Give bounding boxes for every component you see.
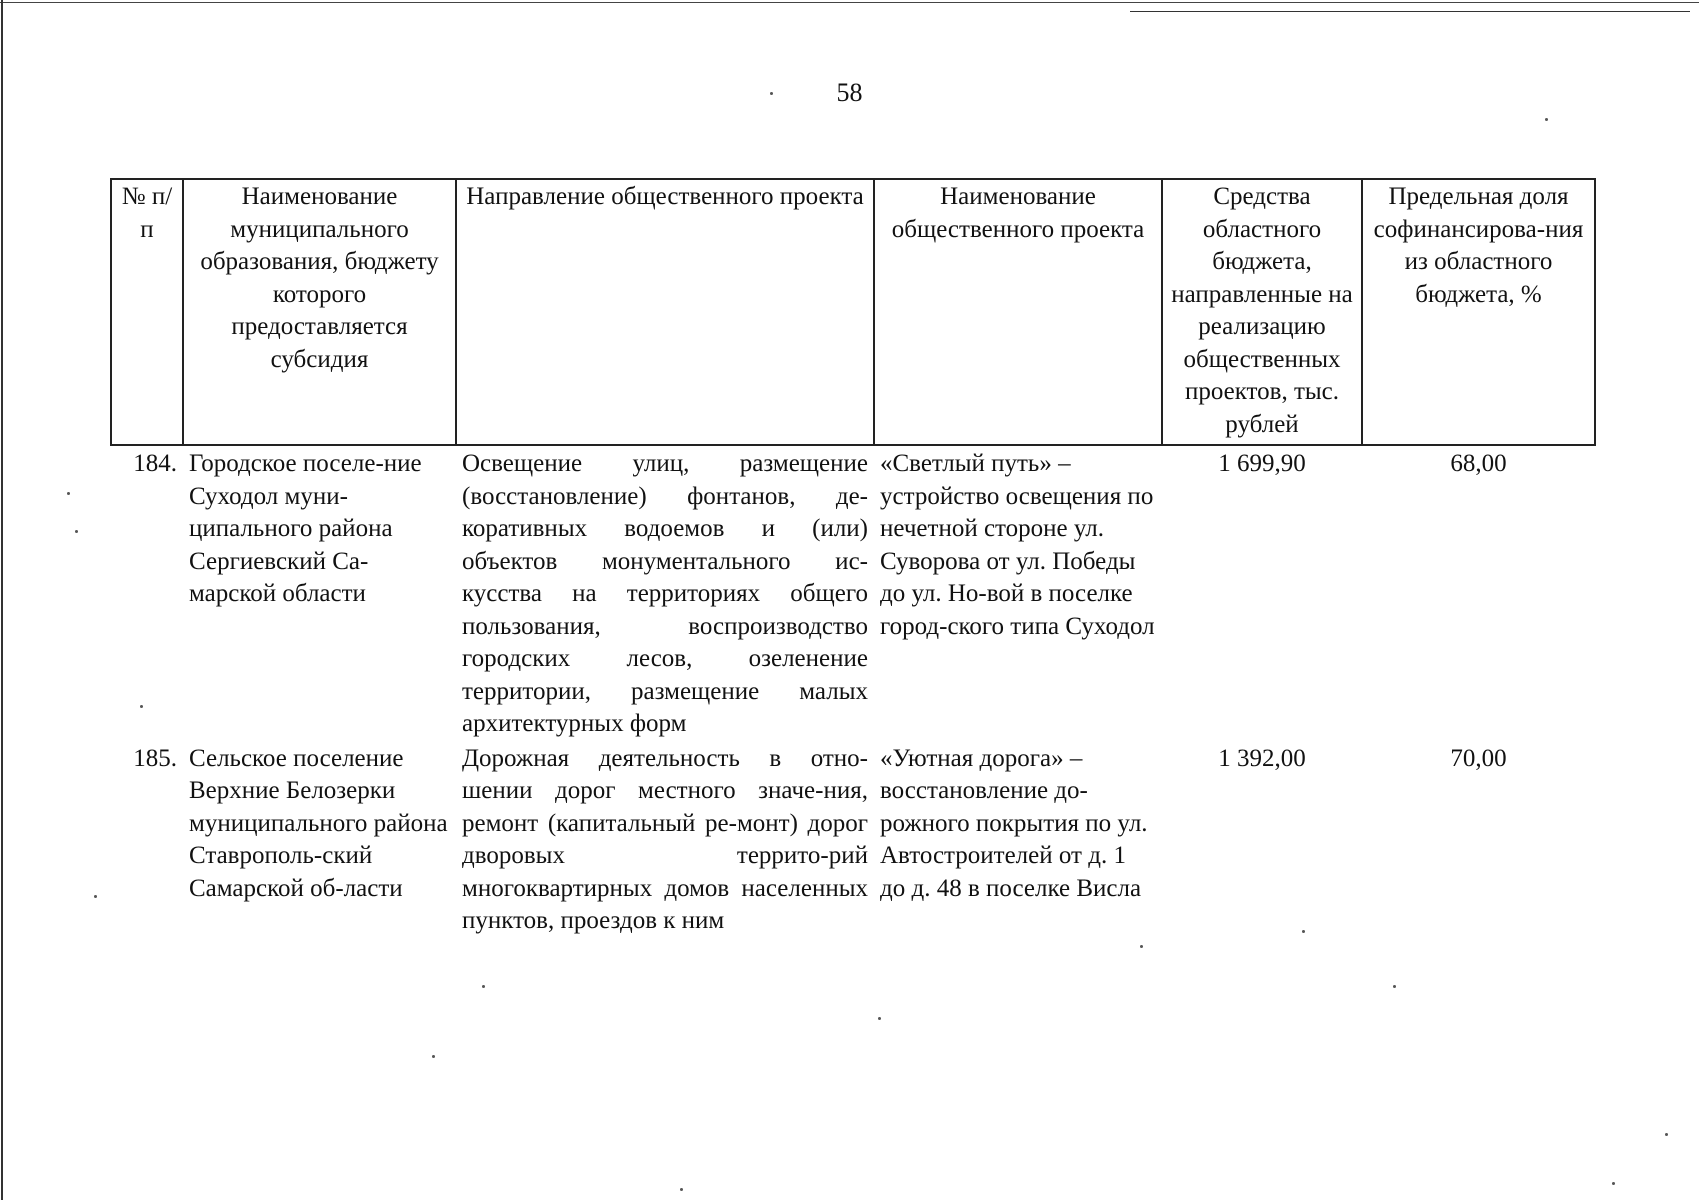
row-amount: 1 392,00 bbox=[1218, 744, 1306, 772]
header-direction: Направление общественного проекта bbox=[456, 179, 874, 445]
page-number: 58 bbox=[836, 78, 863, 107]
scan-speck bbox=[1612, 1182, 1615, 1185]
subsidy-table bbox=[110, 178, 1596, 938]
row-number: 185. bbox=[133, 744, 177, 772]
scan-edge-top bbox=[0, 2, 1699, 3]
row-municipality: Городское поселе-ние Суходол муни-ципального района Сергиевский Са-марской области bbox=[189, 450, 422, 607]
scan-edge-top-secondary bbox=[1130, 11, 1690, 12]
scan-speck bbox=[680, 1188, 683, 1191]
row-municipality: Сельское поселение Верхние Белозерки муниципального района Ставрополь-ский Самарской об-ласти bbox=[189, 744, 448, 902]
scan-speck bbox=[1140, 945, 1143, 948]
scan-speck bbox=[75, 530, 78, 533]
scan-speck bbox=[482, 985, 485, 988]
header-regional-funds: Средства областного бюджета, направленные на реализацию общественных проектов, тыс. рублей bbox=[1162, 179, 1362, 445]
scan-speck bbox=[1665, 1133, 1668, 1136]
scan-speck bbox=[770, 92, 773, 95]
row-share: 68,00 bbox=[1450, 450, 1507, 477]
scan-speck bbox=[878, 1017, 881, 1020]
scan-speck bbox=[1393, 985, 1396, 988]
row-amount: 1 699,90 bbox=[1218, 450, 1306, 477]
row-project-name: «Светлый путь» – устройство освещения по нечетной стороне ул. Суворова от ул. Победы до ул. Но-вой в поселке город-ского типа Суходол bbox=[880, 450, 1155, 640]
table-row bbox=[111, 445, 1595, 741]
scan-speck bbox=[67, 492, 70, 495]
table-header-row bbox=[111, 179, 1595, 445]
header-number: № п/п bbox=[111, 179, 183, 445]
scan-speck bbox=[1545, 118, 1548, 121]
scan-speck bbox=[432, 1055, 435, 1058]
header-project-name: Наименование общественного проекта bbox=[874, 179, 1162, 445]
table-row bbox=[111, 741, 1595, 938]
row-direction: Освещение улиц, размещение (восстановление) фонтанов, де-коративных водоемов и (или) объектов монументального ис-кусства на территориях общего пользования, воспроизводство городских лесов, озеленение территории, размещение малых архитектурных форм bbox=[462, 450, 868, 737]
row-project-name: «Уютная дорога» – восстановление до-рожного покрытия по ул. Автостроителей от д. 1 до д. 48 в поселке Висла bbox=[880, 744, 1148, 902]
scan-speck bbox=[1302, 930, 1305, 933]
row-share: 70,00 bbox=[1450, 744, 1507, 772]
row-number: 184. bbox=[133, 450, 177, 477]
scan-speck bbox=[140, 705, 143, 708]
header-municipality: Наименование муниципального образования, бюджету которого предоставляется субсидия bbox=[183, 179, 456, 445]
row-direction: Дорожная деятельность в отно-шении дорог местного значе-ния, ремонт (капитальный ре-монт) дорог дворовых террито-рий многоквартирных домов населенных пунктов, проездов к ним bbox=[462, 744, 868, 934]
header-cofinancing-share: Предельная доля софинансирова-ния из областного бюджета, % bbox=[1362, 179, 1595, 445]
scan-edge-left bbox=[1, 0, 3, 1200]
scan-speck bbox=[94, 895, 97, 898]
